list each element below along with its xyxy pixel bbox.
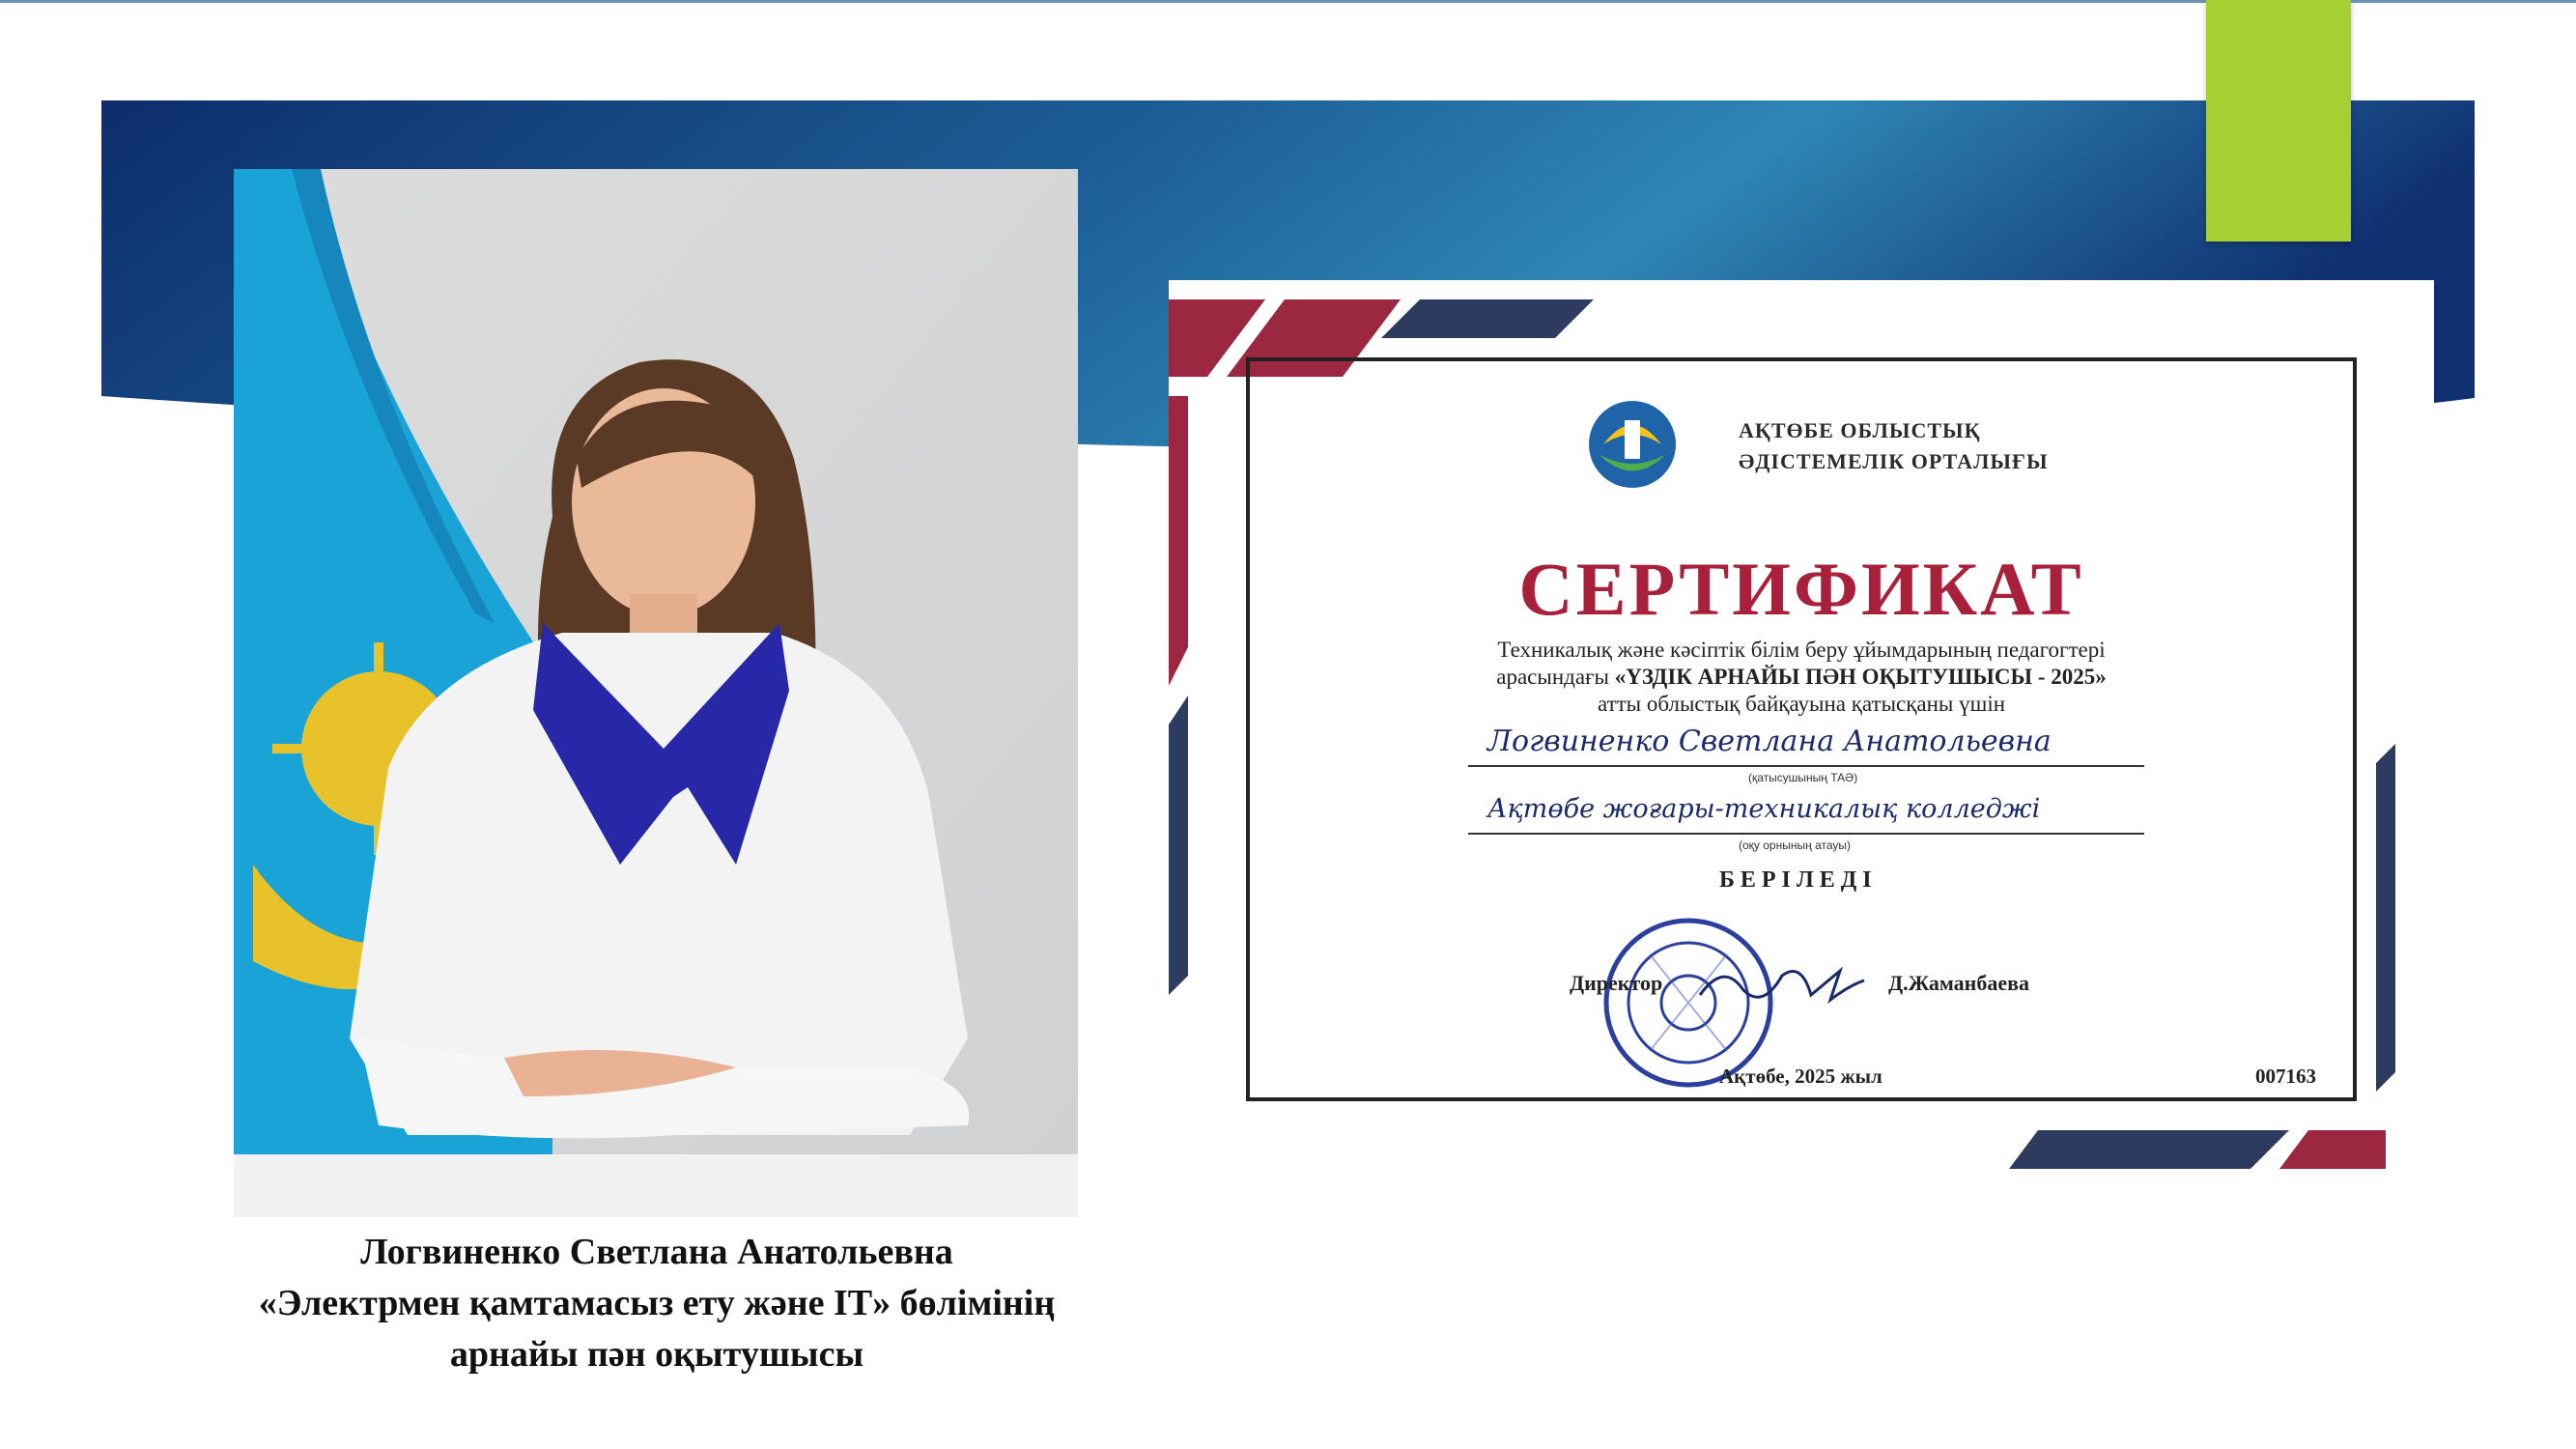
certificate-body-line1: Техникалық және кәсіптік білім беру ұйымдарының педагогтері — [1497, 638, 2106, 662]
certificate-body-line3: атты облыстық байқауына қатысқаны үшін — [1597, 692, 2006, 716]
college-handwritten: Ақтөбе жоғары-техникалық колледжі — [1487, 794, 2041, 824]
certificate-number: 007163 — [2255, 1065, 2316, 1088]
teacher-position-line1: «Электрмен қамтамасыз ету және IT» бөлімінің — [258, 1283, 1056, 1323]
org-logo-icon — [1579, 396, 1685, 493]
director-label: Директор — [1570, 971, 1663, 995]
college-caption: (оқу орнының атауы) — [1739, 838, 1851, 852]
recipient-line — [1468, 765, 2144, 767]
org-name-line2: ӘДІСТЕМЕЛІК ОРТАЛЫҒЫ — [1739, 449, 2049, 473]
issued-label: БЕРІЛЕДІ — [1719, 867, 1878, 893]
recipient-handwritten: Логвиненко Светлана Анатольевна — [1487, 724, 2052, 758]
college-line — [1468, 833, 2144, 835]
contest-name: «ҮЗДІК АРНАЙЫ ПӘН ОҚЫТУШЫСЫ - 2025» — [1614, 665, 2107, 689]
certificate-image — [1169, 280, 2434, 1169]
certificate-body-line2 — [1169, 665, 2434, 690]
portrait-photo — [234, 169, 1078, 1217]
teacher-name: Логвиненко Светлана Анатольевна — [360, 1232, 953, 1272]
signature-icon — [1695, 956, 1869, 1014]
certificate-title: СЕРТИФИКАТ — [1518, 547, 2084, 631]
place-date: Ақтөбе, 2025 жыл — [1719, 1065, 1882, 1088]
org-name-line1: АҚТӨБЕ ОБЛЫСТЫҚ — [1739, 418, 1981, 442]
teacher-caption — [126, 1227, 1188, 1380]
director-name: Д.Жаманбаева — [1888, 971, 2029, 995]
accent-bar — [2206, 0, 2351, 242]
teacher-position-line2: арнайы пән оқытушысы — [449, 1334, 864, 1375]
body-line2-prefix: арасындағы — [1496, 665, 1615, 689]
recipient-caption: (қатысушының ТАӘ) — [1748, 771, 1858, 784]
